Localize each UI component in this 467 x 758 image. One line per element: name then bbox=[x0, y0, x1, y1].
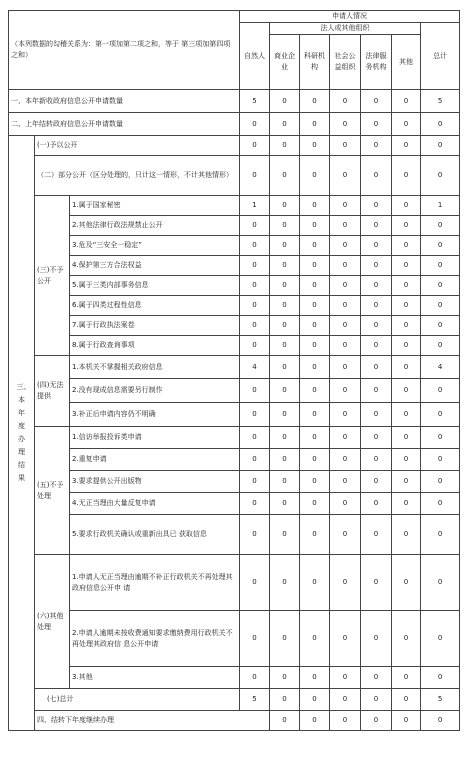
cell: 5 bbox=[240, 90, 270, 113]
cell: 0 bbox=[300, 113, 330, 136]
table-row bbox=[9, 336, 460, 356]
col-business: 商业企业 bbox=[270, 35, 300, 90]
cell: 0 bbox=[361, 136, 392, 156]
table-row bbox=[9, 555, 460, 611]
cell: 0 bbox=[300, 196, 330, 216]
cell: 0 bbox=[240, 403, 270, 427]
cell: 0 bbox=[270, 427, 300, 449]
cell: 0 bbox=[270, 449, 300, 471]
cell: 0 bbox=[421, 136, 460, 156]
row-label: 4.无正当理由大量反复申请 bbox=[70, 493, 240, 515]
cell: 0 bbox=[361, 316, 392, 336]
row-label: 3.其他 bbox=[70, 667, 240, 689]
col-natural-person: 自然人 bbox=[240, 23, 270, 90]
cell: 5 bbox=[421, 90, 460, 113]
table-row bbox=[9, 356, 460, 379]
cell: 0 bbox=[421, 471, 460, 493]
cell: 0 bbox=[421, 113, 460, 136]
cell: 0 bbox=[300, 611, 330, 667]
cell: 0 bbox=[421, 667, 460, 689]
cell: 0 bbox=[421, 611, 460, 667]
cell: 0 bbox=[300, 427, 330, 449]
cell: 0 bbox=[392, 515, 421, 555]
disclosure-statistics-table bbox=[8, 10, 460, 731]
cell: 0 bbox=[300, 256, 330, 276]
cell: 0 bbox=[300, 276, 330, 296]
cell: 0 bbox=[240, 611, 270, 667]
cell: 0 bbox=[421, 493, 460, 515]
cell: 0 bbox=[300, 555, 330, 611]
cell: 0 bbox=[361, 403, 392, 427]
cell: 0 bbox=[392, 379, 421, 403]
cell: 0 bbox=[330, 113, 361, 136]
cell: 0 bbox=[300, 356, 330, 379]
section3-label: 三、本年度办理结果 bbox=[9, 136, 35, 731]
cell: 0 bbox=[240, 493, 270, 515]
row-label: (七)总计 bbox=[35, 689, 240, 711]
cell: 0 bbox=[240, 515, 270, 555]
cell: 0 bbox=[300, 136, 330, 156]
cell: 0 bbox=[361, 667, 392, 689]
cell: 0 bbox=[300, 471, 330, 493]
table-row bbox=[9, 113, 460, 136]
cell: 0 bbox=[361, 689, 392, 711]
cell: 0 bbox=[240, 316, 270, 336]
col-total: 总计 bbox=[421, 23, 460, 90]
cell: 0 bbox=[330, 711, 361, 731]
cell: 0 bbox=[361, 555, 392, 611]
row-label: 2.申请人逾期未按收费通知要求缴纳费用行政机关不再处理其政府信 息公开申请 bbox=[70, 611, 240, 667]
cell: 0 bbox=[361, 427, 392, 449]
cell: 0 bbox=[270, 403, 300, 427]
row-label: 6.属于四类过程性信息 bbox=[70, 296, 240, 316]
cell: 0 bbox=[330, 256, 361, 276]
cell: 0 bbox=[300, 493, 330, 515]
cell: 0 bbox=[421, 236, 460, 256]
cell: 0 bbox=[270, 136, 300, 156]
cell: 0 bbox=[270, 711, 300, 731]
cell: 0 bbox=[392, 156, 421, 196]
cell: 0 bbox=[240, 379, 270, 403]
cell: 0 bbox=[392, 611, 421, 667]
cell: 1 bbox=[240, 196, 270, 216]
cell: 0 bbox=[330, 196, 361, 216]
cell: 0 bbox=[392, 336, 421, 356]
cell: 0 bbox=[330, 471, 361, 493]
cell: 0 bbox=[421, 403, 460, 427]
cell: 4 bbox=[240, 356, 270, 379]
cell: 0 bbox=[361, 471, 392, 493]
cell: 0 bbox=[270, 611, 300, 667]
cell: 0 bbox=[421, 296, 460, 316]
col-other: 其他 bbox=[392, 35, 421, 90]
cell: 0 bbox=[392, 356, 421, 379]
table-row bbox=[9, 276, 460, 296]
cell: 0 bbox=[330, 316, 361, 336]
table-row bbox=[9, 196, 460, 216]
cell: 0 bbox=[361, 216, 392, 236]
cell: 0 bbox=[421, 216, 460, 236]
cell: 0 bbox=[240, 471, 270, 493]
cell: 0 bbox=[330, 296, 361, 316]
cell: 0 bbox=[421, 555, 460, 611]
cell: 0 bbox=[300, 90, 330, 113]
table-row bbox=[9, 256, 460, 276]
table-row bbox=[9, 379, 460, 403]
cell: 0 bbox=[270, 493, 300, 515]
cell: 0 bbox=[270, 356, 300, 379]
cell: 0 bbox=[392, 276, 421, 296]
group-label: (六)其他处理 bbox=[35, 555, 70, 689]
col-research: 科研机构 bbox=[300, 35, 330, 90]
cell: 0 bbox=[361, 356, 392, 379]
cell: 5 bbox=[421, 689, 460, 711]
cell: 0 bbox=[421, 379, 460, 403]
cell: 0 bbox=[300, 236, 330, 256]
cell: 0 bbox=[330, 276, 361, 296]
cell: 0 bbox=[392, 90, 421, 113]
cell: 0 bbox=[392, 471, 421, 493]
cell: 0 bbox=[330, 379, 361, 403]
col-public-welfare: 社会公益组织 bbox=[330, 35, 361, 90]
cell: 0 bbox=[392, 667, 421, 689]
table-row bbox=[9, 667, 460, 689]
row-label: 5.要求行政机关确认或重新出具已 获取信息 bbox=[70, 515, 240, 555]
cell: 0 bbox=[392, 711, 421, 731]
cell: 0 bbox=[270, 555, 300, 611]
cell: 0 bbox=[330, 403, 361, 427]
cell: 0 bbox=[361, 611, 392, 667]
row-label: 7.属于行政执法案卷 bbox=[70, 316, 240, 336]
cell: 0 bbox=[240, 427, 270, 449]
cell: 0 bbox=[240, 336, 270, 356]
row-label: (一)予以公开 bbox=[35, 136, 240, 156]
cell: 0 bbox=[330, 667, 361, 689]
row-label: 5.属于三类内部事务信息 bbox=[70, 276, 240, 296]
cell: 0 bbox=[300, 449, 330, 471]
row-label: 3.要求提供公开出版物 bbox=[70, 471, 240, 493]
cell: 0 bbox=[392, 427, 421, 449]
cell: 0 bbox=[392, 689, 421, 711]
cell: 0 bbox=[330, 449, 361, 471]
row-label: 二、上年结转政府信息公开申请数量 bbox=[9, 113, 240, 136]
cell: 0 bbox=[270, 276, 300, 296]
cell: 0 bbox=[300, 216, 330, 236]
cell: 0 bbox=[361, 256, 392, 276]
table-row bbox=[9, 316, 460, 336]
cell: 0 bbox=[270, 316, 300, 336]
table-row bbox=[9, 689, 460, 711]
table-row bbox=[9, 216, 460, 236]
cell: 0 bbox=[361, 493, 392, 515]
cell: 0 bbox=[421, 156, 460, 196]
cell: 0 bbox=[240, 256, 270, 276]
cell: 0 bbox=[361, 336, 392, 356]
cell: 0 bbox=[240, 236, 270, 256]
cell: 0 bbox=[270, 689, 300, 711]
cell: 0 bbox=[270, 379, 300, 403]
cell: 0 bbox=[421, 256, 460, 276]
note-cell: （本列数据的勾稽关系为：第一项加第二项之和，等于 第三项加第四项之和） bbox=[9, 11, 240, 90]
table-row bbox=[9, 136, 460, 156]
table-row bbox=[9, 403, 460, 427]
cell: 0 bbox=[300, 515, 330, 555]
cell: 0 bbox=[300, 316, 330, 336]
cell: 0 bbox=[392, 236, 421, 256]
group-label: (四)无法提供 bbox=[35, 356, 70, 427]
cell: 5 bbox=[240, 689, 270, 711]
cell: 0 bbox=[270, 296, 300, 316]
table-row bbox=[9, 90, 460, 113]
cell: 0 bbox=[361, 515, 392, 555]
cell: 0 bbox=[330, 493, 361, 515]
row-label: 1.本机关不掌握相关政府信息 bbox=[70, 356, 240, 379]
cell: 4 bbox=[421, 356, 460, 379]
cell: 0 bbox=[240, 156, 270, 196]
cell: 0 bbox=[361, 296, 392, 316]
cell: 0 bbox=[300, 156, 330, 196]
cell: 0 bbox=[240, 296, 270, 316]
cell: 0 bbox=[330, 90, 361, 113]
cell: 0 bbox=[421, 515, 460, 555]
table-row bbox=[9, 611, 460, 667]
table-row bbox=[9, 449, 460, 471]
cell: 0 bbox=[330, 136, 361, 156]
cell: 0 bbox=[330, 515, 361, 555]
cell: 0 bbox=[392, 136, 421, 156]
cell: 0 bbox=[392, 316, 421, 336]
cell: 0 bbox=[392, 113, 421, 136]
table-row bbox=[9, 236, 460, 256]
cell: 0 bbox=[421, 276, 460, 296]
cell: 0 bbox=[392, 555, 421, 611]
cell: 0 bbox=[270, 471, 300, 493]
group-label: (三)不予公开 bbox=[35, 196, 70, 356]
cell: 0 bbox=[330, 611, 361, 667]
cell: 0 bbox=[270, 156, 300, 196]
legal-person-header: 法人或其他组织 bbox=[270, 23, 421, 35]
row-label: 1.申请人无正当理由逾期不补正行政机关不再处理其政府信息公开申 请 bbox=[70, 555, 240, 611]
cell: 0 bbox=[392, 403, 421, 427]
cell: 0 bbox=[300, 296, 330, 316]
cell: 0 bbox=[300, 403, 330, 427]
table-row bbox=[9, 711, 460, 731]
table-row bbox=[9, 493, 460, 515]
cell: 0 bbox=[300, 689, 330, 711]
cell: 0 bbox=[240, 216, 270, 236]
row-label: 1.信访举报投诉类申请 bbox=[70, 427, 240, 449]
cell: 0 bbox=[361, 156, 392, 196]
cell: 0 bbox=[330, 336, 361, 356]
cell: 0 bbox=[330, 156, 361, 196]
cell: 0 bbox=[361, 90, 392, 113]
cell: 0 bbox=[421, 449, 460, 471]
cell: 0 bbox=[240, 449, 270, 471]
cell: 0 bbox=[270, 667, 300, 689]
cell: 0 bbox=[421, 316, 460, 336]
cell: 0 bbox=[300, 336, 330, 356]
cell: 0 bbox=[392, 256, 421, 276]
cell: 0 bbox=[361, 276, 392, 296]
row-label: 8.属于行政查询事项 bbox=[70, 336, 240, 356]
cell: 0 bbox=[240, 667, 270, 689]
cell: 0 bbox=[330, 689, 361, 711]
cell: 0 bbox=[240, 555, 270, 611]
cell: 0 bbox=[270, 256, 300, 276]
row-label: （二）部分公开（区分处理的，只计这一情形，不计其他情形） bbox=[35, 156, 240, 196]
cell: 0 bbox=[392, 493, 421, 515]
cell: 0 bbox=[270, 515, 300, 555]
cell: 0 bbox=[240, 136, 270, 156]
table-row bbox=[9, 427, 460, 449]
cell: 0 bbox=[392, 296, 421, 316]
cell: 0 bbox=[361, 113, 392, 136]
table-row bbox=[9, 296, 460, 316]
row-label: 四、结转下年度继续办理 bbox=[35, 711, 270, 731]
cell: 0 bbox=[361, 449, 392, 471]
cell: 0 bbox=[361, 379, 392, 403]
cell: 0 bbox=[270, 216, 300, 236]
row-label: 一、本年新收政府信息公开申请数量 bbox=[9, 90, 240, 113]
cell: 0 bbox=[240, 276, 270, 296]
cell: 0 bbox=[300, 667, 330, 689]
table-row bbox=[9, 515, 460, 555]
table-row bbox=[9, 156, 460, 196]
cell: 0 bbox=[270, 113, 300, 136]
cell: 0 bbox=[270, 90, 300, 113]
cell: 0 bbox=[270, 236, 300, 256]
row-label: 1.属于国家秘密 bbox=[70, 196, 240, 216]
cell: 0 bbox=[421, 711, 460, 731]
cell: 1 bbox=[421, 196, 460, 216]
cell: 0 bbox=[392, 196, 421, 216]
cell: 0 bbox=[392, 216, 421, 236]
cell: 0 bbox=[330, 356, 361, 379]
cell: 0 bbox=[240, 113, 270, 136]
group-label: (五)不予处理 bbox=[35, 427, 70, 555]
row-label: 2.重复申请 bbox=[70, 449, 240, 471]
row-label: 2.其他法律行政法规禁止公开 bbox=[70, 216, 240, 236]
cell: 0 bbox=[330, 427, 361, 449]
cell: 0 bbox=[300, 711, 330, 731]
row-label: 4.保护第三方合法权益 bbox=[70, 256, 240, 276]
cell: 0 bbox=[361, 711, 392, 731]
cell: 0 bbox=[421, 427, 460, 449]
applicant-situation-header: 申请人情况 bbox=[240, 11, 460, 23]
row-label: 3.危及“三安全一稳定” bbox=[70, 236, 240, 256]
cell: 0 bbox=[361, 236, 392, 256]
col-legal-service: 法律服务机构 bbox=[361, 35, 392, 90]
cell: 0 bbox=[421, 336, 460, 356]
row-label: 3.补正后申请内容仍不明确 bbox=[70, 403, 240, 427]
cell: 0 bbox=[361, 196, 392, 216]
table-row bbox=[9, 471, 460, 493]
row-label: 2.没有现成信息需要另行制作 bbox=[70, 379, 240, 403]
cell: 0 bbox=[330, 555, 361, 611]
cell: 0 bbox=[300, 379, 330, 403]
cell: 0 bbox=[270, 336, 300, 356]
cell: 0 bbox=[270, 196, 300, 216]
cell: 0 bbox=[330, 216, 361, 236]
cell: 0 bbox=[330, 236, 361, 256]
cell: 0 bbox=[392, 449, 421, 471]
